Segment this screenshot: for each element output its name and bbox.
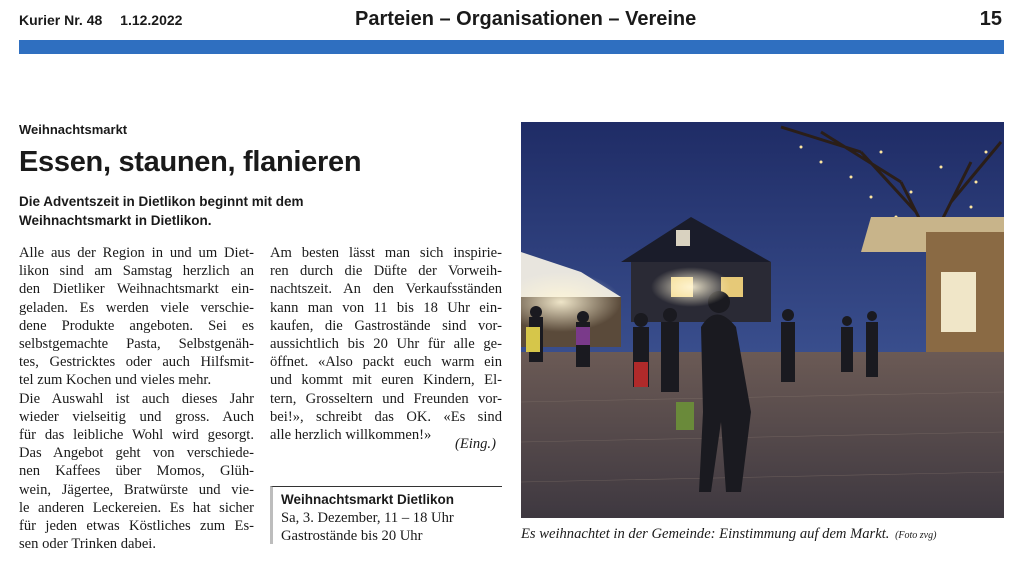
text-line: Die Auswahl ist auch dieses Jahr [19, 390, 254, 407]
text-line: likon sind am Samstag herzlich an [19, 263, 254, 280]
text-line: öffnet. «Also packt euch warm ein [270, 354, 502, 371]
text-line: nachtszeit. An den Verkaufsständen [270, 281, 502, 298]
text-line: dene Produkte angeboten. Sei es [19, 317, 254, 334]
text-line: ren durch die Düfte der Vorweih- [270, 263, 502, 280]
event-info-box [270, 486, 502, 544]
photo-caption [521, 526, 936, 543]
text-line: Das Angebot geht von verschiede- [19, 445, 254, 462]
article-headline: Essen, staunen, flanieren [19, 146, 362, 178]
text-line: nen Kaffees über Momos, Glüh- [19, 463, 254, 480]
text-line: für das leibliche Wohl wird gesorgt. [19, 427, 254, 444]
text-line: alle herzlich willkommen!» [270, 427, 432, 444]
info-box-gastro: Gastrostände bis 20 Uhr [281, 528, 423, 544]
article-column-2 [270, 244, 502, 444]
text-line: tes, Gestricktes oder auch Hilfsmit- [19, 354, 254, 371]
text-line: kann man von 11 bis 18 Uhr ein- [270, 299, 502, 316]
page-number: 15 [979, 8, 1002, 30]
text-line: bei!», schreibt das OK. «Es sind [270, 408, 502, 425]
text-line: tel zum Kochen und vieles mehr. [19, 372, 212, 389]
header-rule [19, 40, 1004, 54]
text-line: tern, Grosseltern und Freunden vor- [270, 390, 502, 407]
info-box-time: Sa, 3. Dezember, 11 – 18 Uhr [281, 510, 454, 526]
text-line: und kommt mit euren Kindern, El- [270, 372, 502, 389]
section-title: Parteien – Organisationen – Vereine [355, 8, 697, 30]
caption-text: Es weihnachtet in der Gemeinde: Einstimmung auf dem Markt. [521, 526, 890, 542]
text-line: Alle aus der Region in und um Diet- [19, 245, 254, 261]
text-line: den Dietliker Weihnachtsmarkt ein- [19, 281, 254, 298]
article-column-1 [19, 244, 254, 553]
article-kicker: Weihnachtsmarkt [19, 122, 128, 137]
article-signature: (Eing.) [455, 436, 496, 452]
text-line: kaufen, die Gastrostände sind vor- [270, 317, 502, 334]
page-header-left [19, 12, 196, 28]
text-line: le anderen Leckereien. Es hat sicher [19, 499, 254, 516]
article-lead: Die Adventszeit in Dietlikon beginnt mit dem Weihnachtsmarkt in Dietlikon. [19, 194, 304, 228]
info-box-title: Weihnachtsmarkt Dietlikon [281, 492, 455, 507]
text-line: Am besten lässt man sich inspirie- [270, 245, 502, 261]
text-line: für jeden etwas Köstliches zum Es- [19, 518, 254, 535]
issue-date: 1.12.2022 [120, 12, 183, 28]
text-line: aussichtlich bis 20 Uhr für alle ge- [270, 336, 502, 353]
publication-name: Kurier Nr. 48 [19, 12, 103, 28]
market-photo [521, 122, 1004, 518]
photo-credit: (Foto zvg) [895, 530, 937, 541]
text-line: wein, Jägertee, Bratwürste und vie- [19, 481, 254, 498]
text-line: selbstgemachte Pasta, Selbstgenäh- [19, 336, 254, 353]
text-line: wieder vielseitig und gross. Auch [19, 408, 254, 425]
text-line: geladen. Es werden viele verschie- [19, 299, 254, 316]
text-line: sen oder Trinken dabei. [19, 536, 157, 553]
